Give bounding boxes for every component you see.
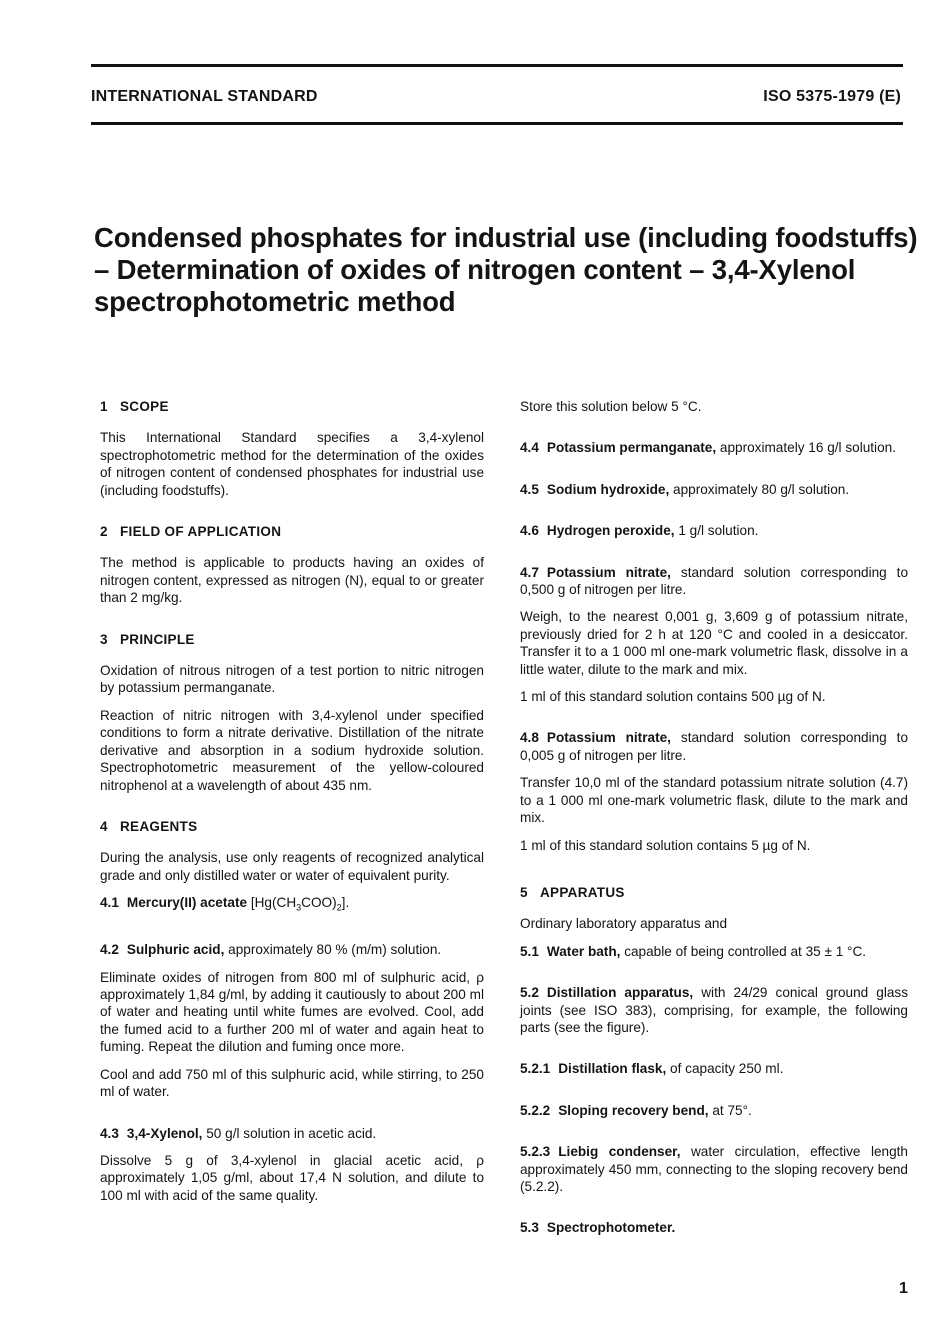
apparatus-name: Sloping recovery bend,: [558, 1102, 709, 1118]
clause-number: 4.5: [520, 481, 539, 497]
clause-number: 4.4: [520, 440, 539, 456]
section-title: APPARATUS: [540, 884, 625, 900]
section-title: FIELD OF APPLICATION: [120, 524, 282, 540]
apparatus-description: capable of being controlled at 35 ± 1 °C.: [620, 943, 867, 959]
clause-number: 4.7: [520, 564, 539, 580]
page-number: 1: [899, 1280, 908, 1297]
reagent-4-7: [520, 564, 908, 599]
section-number: 5: [520, 884, 528, 900]
scope-paragraph: This International Standard specifies a 3,4-xylenol spectrophotometric method for the determination of the oxides of nitrogen content of condensed phosphates for industrial use (including foodstuffs).: [100, 430, 484, 498]
formula-subscript: 2: [336, 902, 342, 913]
clause-number: 5.3: [520, 1220, 539, 1236]
document-title: Condensed phosphates for industrial use (including foodstuffs) – Determination of oxides of nitrogen content – 3,4-Xylenol spectrophotometric method: [94, 222, 918, 317]
section-number: 4: [100, 818, 108, 834]
clause-number: 5.2.1: [520, 1061, 551, 1077]
reagent-4-8-paragraph-2: 1 ml of this standard solution contains 5 µg of N.: [520, 837, 811, 853]
apparatus-5-1: [520, 943, 908, 960]
reagent-description: standard solution corresponding to 0,005 g of nitrogen per litre.: [520, 730, 908, 763]
reagent-name: 3,4-Xylenol,: [126, 1125, 203, 1141]
section-number: 3: [100, 631, 108, 647]
formula-part: COO): [301, 895, 337, 911]
right-column: [520, 398, 908, 1247]
reagent-description: approximately 80 g/l solution.: [669, 481, 850, 497]
apparatus-5-3: [520, 1219, 908, 1236]
reagent-4-3: [100, 1125, 484, 1142]
section-title: REAGENTS: [120, 818, 198, 834]
reagent-4-6: [520, 522, 908, 539]
left-column: [100, 398, 484, 1214]
reagent-4-8-paragraph-1: Transfer 10,0 ml of the standard potassium nitrate solution (4.7) to a 1 000 ml one-mark volumetric flask, dilute to the mark and mix.: [520, 775, 908, 826]
formula-part: ].: [341, 895, 350, 911]
formula-subscript: 3: [296, 902, 302, 913]
section-heading-field-of-application: [100, 523, 484, 540]
section-heading-principle: [100, 631, 484, 648]
header-top-rule: [91, 64, 903, 67]
storage-note: Store this solution below 5 °C.: [520, 399, 702, 414]
reagent-name: Hydrogen peroxide,: [546, 523, 675, 539]
reagent-name: Mercury(II) acetate: [126, 895, 248, 911]
reagent-4-7-paragraph-2: 1 ml of this standard solution contains 500 µg of N.: [520, 689, 826, 705]
reagent-name: Potassium nitrate,: [546, 730, 671, 746]
apparatus-5-2-3: [520, 1143, 908, 1195]
header-bottom-rule: [91, 122, 903, 125]
reagent-name: Sulphuric acid,: [126, 942, 225, 958]
reagent-4-5: [520, 481, 908, 498]
reagent-4-2-paragraph-1: Eliminate oxides of nitrogen from 800 ml of sulphuric acid, ρ approximately 1,84 g/ml, by adding it cautiously to about 200 ml of water and heating until white fumes are evolved. Cool, add the fumed acid to a further 200 ml of water and again heat to fuming. Repeat the dilution and fuming once more.: [100, 969, 484, 1055]
reagent-4-4: [520, 439, 908, 456]
reagent-name: Sodium hydroxide,: [546, 481, 670, 497]
reagent-4-8: [520, 729, 908, 764]
standard-number: ISO 5375-1979 (E): [763, 88, 901, 105]
reagent-4-2: [100, 941, 484, 958]
reagent-description: 50 g/l solution in acetic acid.: [202, 1125, 377, 1141]
clause-number: 4.8: [520, 730, 539, 746]
reagent-4-3-paragraph-1: Dissolve 5 g of 3,4-xylenol in glacial acetic acid, ρ approximately 1,05 g/ml, about 17,4 N solution, and dilute to 100 ml with acid of the same quality.: [100, 1152, 484, 1203]
apparatus-description: of capacity 250 ml.: [666, 1061, 784, 1077]
reagent-description: approximately 80 % (m/m) solution.: [224, 942, 442, 958]
section-number: 2: [100, 524, 108, 540]
principle-paragraph-1: Oxidation of nitrous nitrogen of a test portion to nitric nitrogen by potassium permanganate.: [100, 663, 484, 696]
clause-number: 4.1: [100, 895, 119, 911]
apparatus-name: Spectrophotometer.: [546, 1220, 676, 1236]
apparatus-5-2: [520, 984, 908, 1036]
reagent-name: Potassium nitrate,: [546, 564, 671, 580]
apparatus-description: with 24/29 conical ground glass joints (see ISO 383), comprising, for example, the following parts (see the figure).: [520, 985, 908, 1035]
reagent-4-7-paragraph-1: Weigh, to the nearest 0,001 g, 3,609 g of potassium nitrate, previously dried for 2 h at 120 °C and cooled in a desiccator. Transfer it to a 1 000 ml one-mark volumetric flask, dissolve in a little water, dilute to the mark and mix.: [520, 609, 908, 677]
section-heading-reagents: [100, 818, 484, 835]
reagent-name: Potassium permanganate,: [546, 440, 717, 456]
section-title: PRINCIPLE: [120, 631, 195, 647]
formula-part: [Hg(CH: [247, 895, 297, 911]
reagent-description: standard solution corresponding to 0,500 g of nitrogen per litre.: [520, 564, 908, 598]
clause-number: 5.2.3: [520, 1144, 551, 1160]
clause-number: 4.2: [100, 942, 119, 958]
apparatus-description: at 75°.: [708, 1102, 752, 1118]
apparatus-intro: Ordinary laboratory apparatus and: [520, 916, 728, 932]
clause-number: 5.1: [520, 943, 539, 959]
section-number: 1: [100, 399, 108, 414]
clause-number: 5.2.2: [520, 1102, 551, 1118]
section-heading-scope: [100, 398, 484, 415]
clause-number: 4.3: [100, 1125, 119, 1141]
reagent-description: 1 g/l solution.: [674, 523, 759, 539]
standard-type-label: INTERNATIONAL STANDARD: [91, 88, 318, 105]
reagent-4-1: [100, 894, 484, 917]
apparatus-name: Distillation flask,: [558, 1061, 667, 1077]
apparatus-description: water circulation, effective length approximately 450 mm, connecting to the sloping recovery bend (5.2.2).: [520, 1144, 908, 1194]
apparatus-name: Water bath,: [546, 943, 621, 959]
apparatus-5-2-1: [520, 1060, 908, 1077]
reagent-4-2-paragraph-2: Cool and add 750 ml of this sulphuric acid, while stirring, to 250 ml of water.: [100, 1066, 484, 1100]
clause-number: 4.6: [520, 523, 539, 539]
field-paragraph: The method is applicable to products having an oxides of nitrogen content, expressed as nitrogen (N), equal to or greater than 2 mg/kg.: [100, 555, 484, 606]
section-heading-apparatus: [520, 884, 908, 901]
clause-number: 5.2: [520, 985, 539, 1001]
section-title: SCOPE: [120, 399, 169, 414]
apparatus-name: Liebig condenser,: [558, 1144, 681, 1160]
reagents-intro: During the analysis, use only reagents of recognized analytical grade and only distilled water or water of equivalent purity.: [100, 850, 484, 883]
principle-paragraph-2: Reaction of nitric nitrogen with 3,4-xylenol under specified conditions to form a nitrate derivative. Distillation of the nitrate derivative and absorption in a sodium hydroxide solution. Spectrophotometric measurement of the yellow-coloured nitrophenol at a wavelength of about 435 nm.: [100, 707, 484, 793]
apparatus-5-2-2: [520, 1102, 908, 1119]
reagent-description: approximately 16 g/l solution.: [716, 440, 896, 456]
apparatus-name: Distillation apparatus,: [546, 985, 694, 1001]
